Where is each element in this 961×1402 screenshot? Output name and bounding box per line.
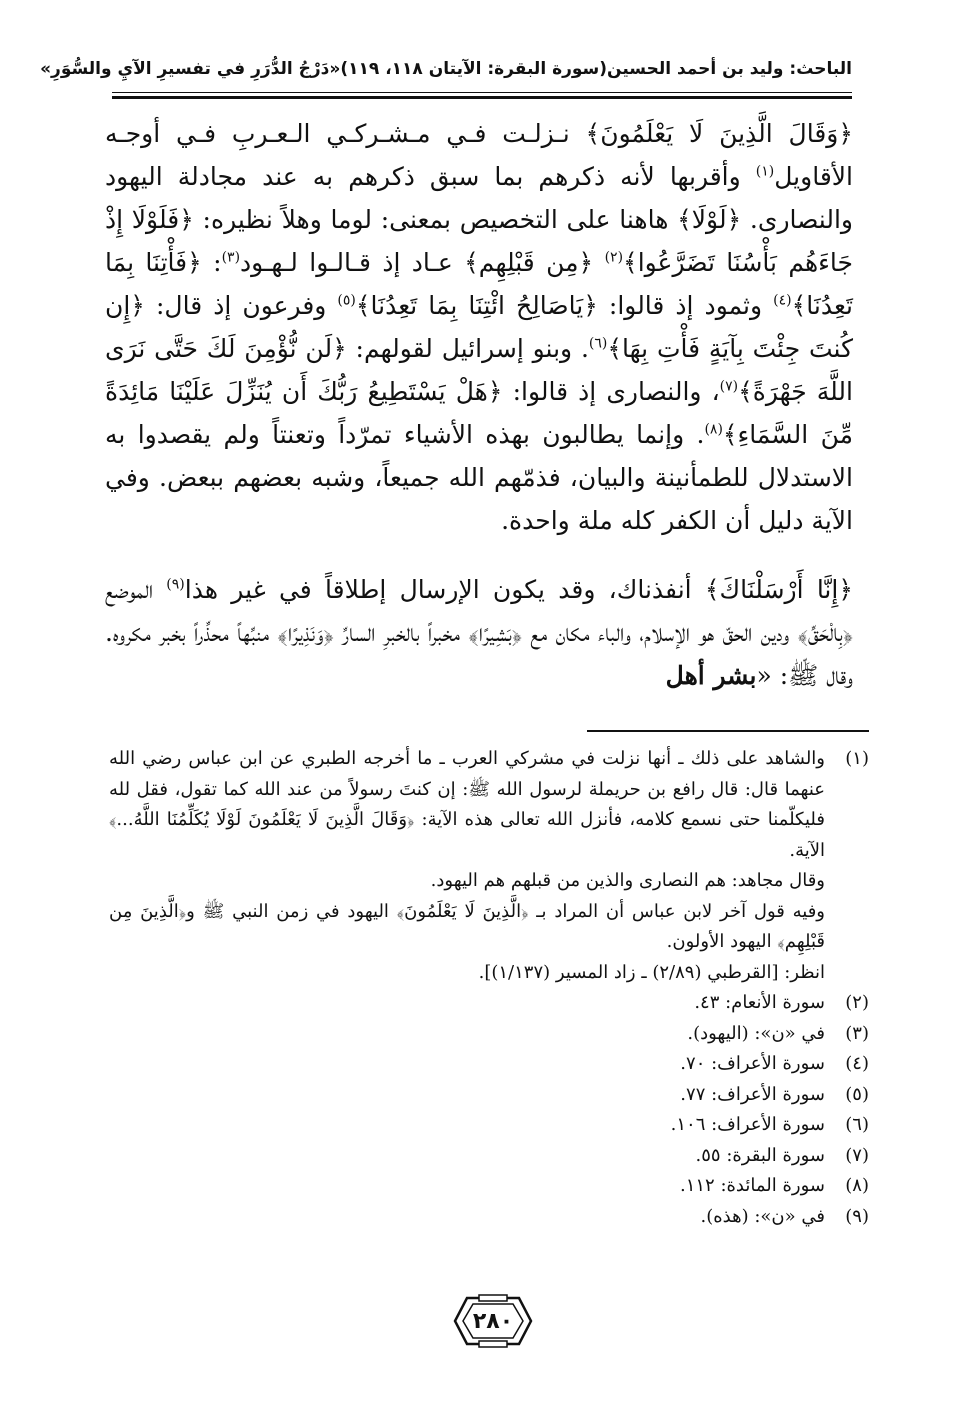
footnote-number: (١) — [845, 748, 869, 769]
footnote-1-continuation: وقال مجاهد: هم النصارى والذين من قبلهم هم اليهود. — [430, 870, 825, 891]
footnote-6 — [109, 1110, 869, 1141]
footnote-4 — [109, 1049, 869, 1080]
footnote-number: (٨) — [845, 1175, 869, 1196]
header-rule-thin — [112, 92, 852, 93]
footnote-1 — [109, 744, 869, 866]
paragraph-verse-119 — [105, 568, 853, 697]
footnote-text: سورة الأعراف: ١٠٦. — [670, 1114, 825, 1135]
text-segment: . وبنو إسرائيل لقولهم: ﴿لَن نُّؤْمِنَ لَكَ حَتَّى نَرَى اللَّهَ جَهْرَةً﴾ — [105, 334, 853, 406]
text-segment: وأقربها لأنه ذكرهم بما سبق ذكرهم به عند مجادلة اليهود والنصارى. ﴿لَوْلَا﴾ هاهنا على التخصيص بمعنى: لوما وهلاً نظيره: ﴿فَلَوْلَا إِذْ جَاءَهُم بَأْسُنَا تَضَرَّعُوا﴾ — [105, 162, 853, 277]
text-segment: الموضع ﴿بِالْحَقِّ﴾ ودين الحقّ هو الإسلام، والباء مكان مع ﴿بَشِيرًا﴾ مخبراً بالخبرِ السارِّ ﴿وَنَذِيرًا﴾ منبِّهاً محذِّراً بخبر مكروه. وقال ﷺ: « — [105, 575, 853, 690]
page-number: ٢٨٠ — [472, 1308, 514, 1334]
header-rule-thick — [112, 96, 852, 99]
footnote-text: في «ن»: (اليهود). — [687, 1022, 825, 1044]
footnote-list — [109, 988, 869, 1232]
header-surah-reference: (سورة البقرة: الآيتان ١١٨، ١١٩) — [340, 59, 608, 79]
text-segment: ﴿إِنَّا أَرْسَلْنَاكَ﴾ أنفذناك، وقد يكون الإرسال إطلاقاً في غير هذا — [184, 575, 853, 604]
footnote-ref[interactable]: (٤) — [773, 292, 792, 309]
footnote-8 — [109, 1171, 869, 1202]
running-header — [40, 52, 852, 86]
footnote-number: (٦) — [845, 1114, 869, 1135]
footnote-ref[interactable]: (٨) — [704, 421, 723, 438]
footnotes — [109, 744, 869, 1232]
footnote-number: (٥) — [845, 1083, 869, 1105]
footnote-number: (٧) — [845, 1144, 869, 1166]
footnote-number: (٤) — [845, 1053, 869, 1074]
footnote-text: في «ن»: (هذه). — [700, 1205, 825, 1227]
header-author: الباحث: وليد بن أحمد الحسين — [607, 59, 852, 79]
footnote-ref[interactable]: (٩) — [166, 576, 185, 593]
footnote-7 — [109, 1141, 869, 1172]
footnote-5 — [109, 1080, 869, 1111]
footnote-3 — [109, 1019, 869, 1050]
footnote-text: سورة المائدة: ١١٢. — [679, 1175, 825, 1196]
footnote-ref[interactable]: (٢) — [604, 249, 624, 266]
footnote-text: سورة الأنعام: ٤٣. — [694, 992, 825, 1013]
header-book-title: «دَرْجُ الدُّرَرِ في تفسيرِ الآيِ والسُّوَرِ» — [40, 59, 341, 79]
text-segment: : ﴿فَأْتِنَا بِمَا تَعِدُنَا﴾ — [105, 248, 853, 320]
footnote-ref[interactable]: (٧) — [719, 378, 739, 395]
footnote-1-continuation: وفيه قول آخر لابن عباس أن المراد بـ ﴿الَّذِينَ لَا يَعْلَمُونَ﴾ اليهود في زمن النبي ﷺ و﴿الَّذِينَ مِن قَبْلِهِم﴾ اليهود الأولون. — [109, 900, 825, 952]
text-segment: . وإنما يطالبون بهذه الأشياء تمرّداً وتعنتاً ولم يقصدوا به الاستدلال للطمأنينة والبيان، فذمّهم الله جميعاً، وشبه بعضهم ببعض. وفي الآية دليل أن الكفر كله ملة واحدة. — [105, 420, 853, 535]
footnote-separator — [587, 730, 869, 732]
footnote-2 — [109, 988, 869, 1019]
footnote-ref[interactable]: (٥) — [337, 292, 356, 309]
footnote-number: (٩) — [845, 1205, 869, 1227]
main-text — [105, 112, 853, 697]
footnote-ref[interactable]: (١) — [755, 163, 775, 180]
text-segment: ﴿وَقَالَ الَّذِينَ لَا يَعْلَمُونَ﴾ نـزلـت فـي مـشـركـي الـعـربِ فـي أوجـه الأقاويل — [105, 119, 853, 191]
text-segment: وثمود إذ قالوا: ﴿يَاصَالِحُ ائْتِنَا بِمَا تَعِدُنَا﴾ — [355, 291, 774, 320]
footnote-1-references: انظر: [القرطبي (٢/٨٩) ـ زاد المسير (١/١٣٧)]. — [478, 961, 825, 983]
footnote-ref[interactable]: (٦) — [588, 335, 608, 352]
footnote-text: والشاهد على ذلك ـ أنها نزلت في مشركي العرب ـ ما أخرجه الطبري عن ابن عباس رضي الله عنهما قال: قال رافع بن حريملة لرسول الله ﷺ: إن كنتَ رسولاً من عند الله كما تقول، فقل لله فليكلّمنا حتى نسمع كلامه، فأنزل الله تعالى هذه الآية: ﴿وَقَالَ الَّذِينَ لَا يَعْلَمُونَ لَوْلَا يُكَلِّمُنَا اللَّهُ...﴾ الآية. — [109, 748, 825, 861]
footnote-number: (٣) — [845, 1022, 869, 1044]
text-segment: ﴿مِن قَبْلِهِم﴾ عـاد إذ قـالـوا لـهـود — [240, 248, 605, 277]
footnote-9 — [109, 1202, 869, 1233]
text-segment: ، والنصارى إذ قالوا: ﴿هَلْ يَسْتَطِيعُ رَبُّكَ أَن يُنَزِّلَ عَلَيْنَا مَائِدَةً مِّنَ السَّمَاءِ﴾ — [105, 377, 853, 449]
paragraph-verse-118 — [105, 112, 853, 542]
footnote-text: سورة البقرة: ٥٥. — [695, 1144, 825, 1166]
page-number-ornament — [453, 1294, 533, 1348]
footnote-text: سورة الأعراف: ٧٧. — [680, 1083, 825, 1105]
footnote-text: سورة الأعراف: ٧٠. — [680, 1053, 825, 1074]
bold-hadith-start: بشر أهل — [665, 661, 757, 690]
text-segment: وفرعون إذ قال: ﴿إِن كُنتَ جِئْتَ بِآيَةٍ فَأْتِ بِهَا﴾ — [105, 291, 853, 363]
footnote-ref[interactable]: (٣) — [221, 249, 241, 266]
footnote-number: (٢) — [845, 992, 869, 1013]
